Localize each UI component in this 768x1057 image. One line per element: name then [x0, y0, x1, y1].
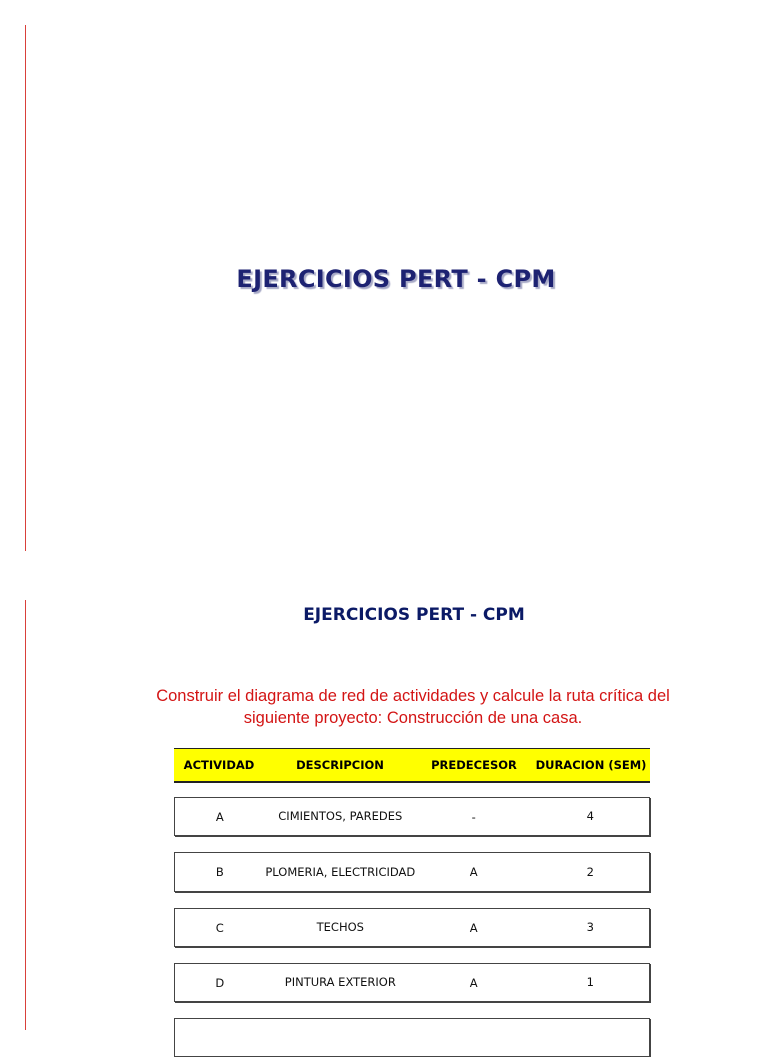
- cell-predecesor: A: [469, 865, 478, 879]
- header-actividad: ACTIVIDAD: [183, 758, 255, 772]
- header-duracion: DURACION (SEM): [535, 757, 647, 772]
- cell-actividad: D: [215, 975, 225, 990]
- cell-descripcion: TECHOS: [316, 920, 364, 934]
- project-name: Construcción de una casa.: [386, 709, 583, 727]
- cell-actividad: A: [215, 809, 224, 824]
- slide-2: [0, 575, 768, 1024]
- cell-duracion: 3: [586, 920, 594, 934]
- cell-duracion: 4: [586, 809, 594, 823]
- cell-descripcion: PINTURA EXTERIOR: [284, 975, 396, 989]
- cell-predecesor: A: [469, 975, 478, 990]
- cell-duracion: 2: [586, 864, 594, 879]
- cell-descripcion: PLOMERIA, ELECTRICIDAD: [265, 864, 416, 879]
- cell-predecesor: A: [469, 920, 478, 935]
- header-predecesor: PREDECESOR: [431, 758, 517, 772]
- cell-predecesor: -: [471, 809, 476, 824]
- table-row: [174, 852, 650, 892]
- instructions-text: Construir el diagrama de red de actividades y calcule la ruta crítica del siguiente proyecto:: [156, 687, 670, 727]
- cover-title: EJERCICIOS PERT - CPM: [236, 265, 556, 293]
- instructions: [125, 685, 701, 729]
- table-row: [174, 963, 650, 1002]
- header-descripcion: DESCRIPCION: [296, 758, 384, 772]
- table-row: [174, 797, 650, 836]
- table-header: [174, 748, 650, 783]
- slide-title: EJERCICIOS PERT - CPM: [303, 605, 525, 625]
- cell-descripcion: CIMIENTOS, PAREDES: [278, 809, 403, 823]
- cell-duracion: 1: [586, 975, 594, 989]
- slide-margin-line: [25, 600, 26, 1030]
- cell-actividad: B: [215, 865, 224, 879]
- cell-actividad: C: [215, 920, 224, 935]
- table-row: [174, 908, 650, 947]
